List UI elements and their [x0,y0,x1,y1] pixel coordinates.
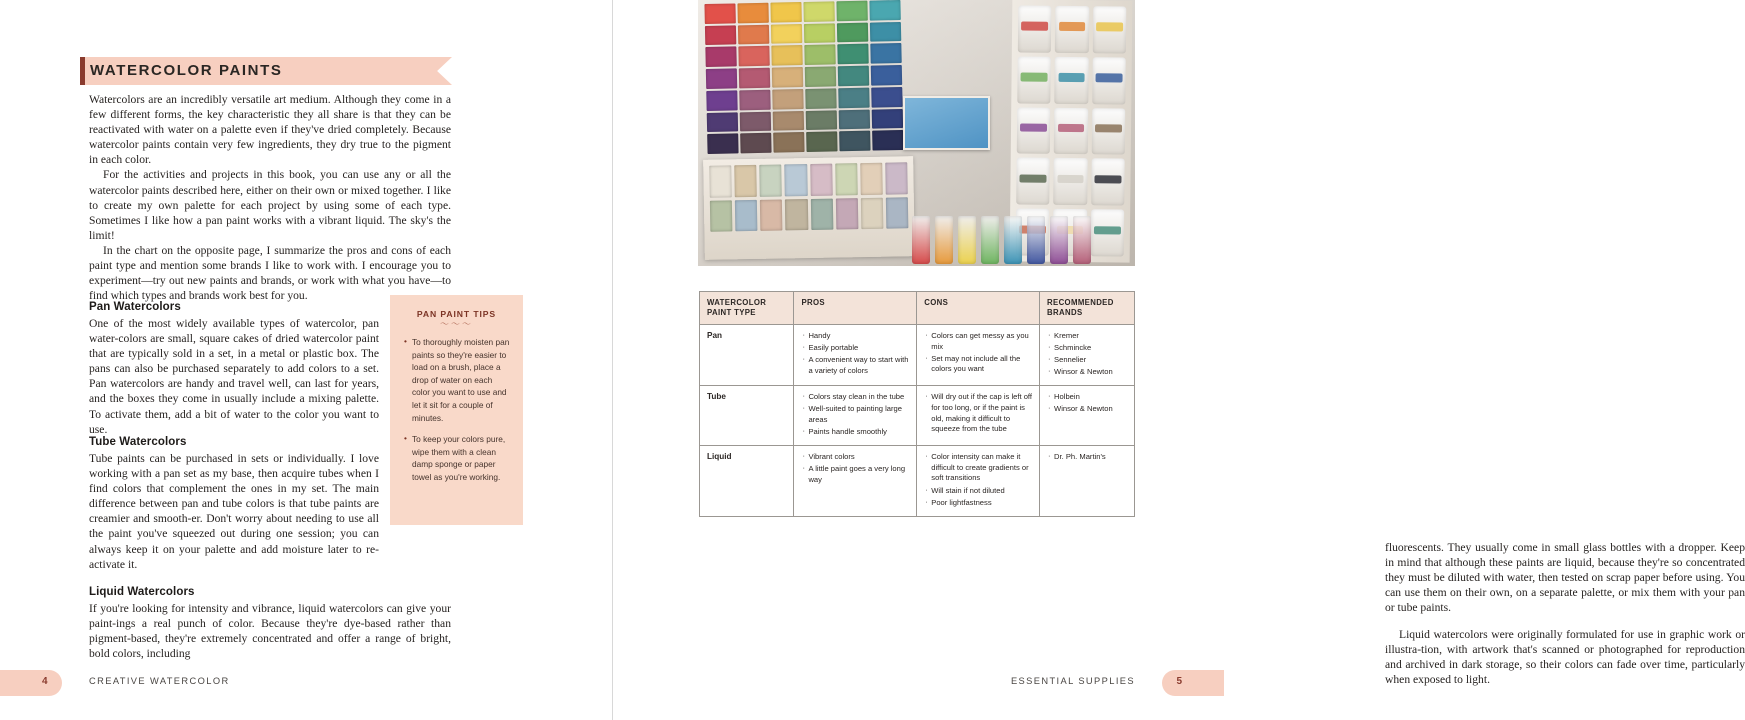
brand-item: · Winsor & Newton [1047,404,1128,415]
brand-item: · Winsor & Newton [1047,367,1128,378]
page-number-right: 5 [1176,676,1182,687]
table-row [700,325,1135,386]
section-body-tube: Tube paints can be purchased in sets or individually. I love working with a pan set as my base, then acquire tubes when I find colors that complement the ones in my set. The main difference between pan and tube colors is that tube paints are creamier and smooth-er. Don't worry about needing to use all the paint you've squeezed out during one session; you can always keep it on your palette and add moisture later to re-activate it. [89,452,379,571]
watercolor-supplies-photo [698,0,1135,266]
folio-tab-shape [0,670,62,696]
cons-item: · Colors can get messy as you mix [924,331,1033,352]
right-paragraph-1: fluorescents. They usually come in small glass bottles with a dropper. Keep in mind that although these paints are liquid, because they're so concentrated they must be diluted with water, then tested on scrap paper before using. You can use them on their own, on a separate palette, or mix them with your pan or tube paints. [1385,540,1745,614]
cell-cons [917,386,1040,446]
section-heading-liquid: Liquid Watercolors [89,586,195,598]
cons-item: · Set may not include all the colors you want [924,354,1033,375]
cell-paint-type: Pan [700,325,794,386]
section-liquid-watercolors [89,573,451,661]
cell-cons [917,325,1040,386]
section-body-liquid: If you're looking for intensity and vibrance, liquid watercolors can give your paint-ings a real punch of color. Because they're dye-based rather than pigment-based, they're extremely concentrated and offer a range of bright, bold colors, including [89,602,451,661]
paint-comparison-table [699,291,1135,517]
pros-item: · Paints handle smoothly [801,427,910,438]
tips-list [404,336,511,484]
brands-list [1047,452,1128,463]
photo-blue-paint-pan [903,96,990,150]
intro-text-column [89,92,451,303]
intro-paragraph-1: Watercolors are an incredibly versatile art medium. Although they come in a few different forms, the key characteristic they all share is that they can be reactivated with water on a palette even if they've dried completely. Because watercolor paints contain very few ingredients, they dry true to the pigment in each color. [89,93,451,167]
column-header-cons: CONS [917,292,1040,325]
right-page [612,0,1745,720]
pros-item: · A little paint goes a very long way [801,464,910,485]
pros-item: · A convenient way to start with a variety of colors [801,355,910,376]
column-header-paint-type: WATERCOLOR PAINT TYPE [700,292,794,325]
photo-liquid-bottles [912,206,1092,264]
tips-box-title: PAN PAINT TIPS [416,309,497,319]
page-title: WATERCOLOR PAINTS [90,62,283,79]
brand-item: · Kremer [1047,331,1128,342]
section-heading-tube: Tube Watercolors [89,436,187,448]
cons-list [924,331,1033,375]
section-tube-watercolors [89,423,379,572]
section-heading-pan: Pan Watercolors [89,301,181,313]
cell-cons [917,446,1040,516]
brand-item: · Schmincke [1047,343,1128,354]
cell-pros [794,386,917,446]
tips-box-squiggle-divider: 〜〜〜 [439,319,473,329]
pros-item: · Vibrant colors [801,452,910,463]
intro-paragraph-3: In the chart on the opposite page, I summarize the pros and cons of each paint type and mention some brands I like to work with. I encourage you to experiment—try out new paints and brands, or work with what you have—to find which types and brands work best for you. [89,243,451,303]
cell-brands [1040,325,1135,386]
left-page-footer [0,670,612,698]
table-header-row [700,292,1135,325]
pros-list [801,392,910,437]
pros-list [801,452,910,485]
page-number-left: 4 [42,676,48,687]
photo-mixing-wells [709,162,908,231]
pros-item: · Easily portable [801,343,910,354]
cons-list [924,452,1033,508]
table-header [700,292,1135,325]
right-text-column [1385,528,1745,699]
brand-item: · Sennelier [1047,355,1128,366]
pan-paint-tips-box [390,295,523,525]
cons-item: · Will stain if not diluted [924,486,1033,497]
photo-mixing-palette [703,156,915,260]
tips-list-item: • To thoroughly moisten pan paints so they're easier to load on a brush, place a drop of water on each color you want to use and let it sit for a couple of minutes. [404,336,511,424]
cell-paint-type: Tube [700,386,794,446]
right-paragraph-2: Liquid watercolors were originally formulated for use in graphic work or illustra-tion, with artwork that's scanned or photographed for reproduction and archived in dark storage, so their colors can fade over time, particularly when exposed to light. [1385,627,1745,686]
brands-list [1047,392,1128,415]
cons-list [924,392,1033,434]
section-pan-watercolors [89,288,379,437]
table-row [700,386,1135,446]
cell-brands [1040,386,1135,446]
running-head-right: ESSENTIAL SUPPLIES [1010,676,1135,686]
brand-item: · Holbein [1047,392,1128,403]
left-page [0,0,612,720]
table-row [700,446,1135,516]
cell-pros [794,325,917,386]
column-header-pros: PROS [794,292,917,325]
cons-item: · Will dry out if the cap is left off for too long, or if the paint is old, making it difficult to squeeze from the tube [924,392,1033,434]
page-title-banner [80,57,452,85]
running-head-left: CREATIVE WATERCOLOR [89,676,230,686]
folio-tab-shape [1162,670,1224,696]
cons-item: · Poor lightfastness [924,498,1033,509]
pros-item: · Well-suited to painting large areas [801,404,910,425]
intro-paragraph-2: For the activities and projects in this book, you can use any or all the watercolor paints described here, either on their own or mixed together. I like to create my own palette for each project by using some of each type. Sometimes I like how a pan paint works with a vibrant liquid. The sky's the limit! [89,168,451,242]
column-header-brands: RECOMMENDED BRANDS [1040,292,1135,325]
photo-pan-palette-grid [704,0,903,154]
right-page-footer [612,670,1224,698]
pros-list [801,331,910,376]
cell-pros [794,446,917,516]
pros-item: · Handy [801,331,910,342]
brands-list [1047,331,1128,378]
cons-item: · Color intensity can make it difficult to create gradients or soft transitions [924,452,1033,484]
tips-list-item: • To keep your colors pure, wipe them with a clean damp sponge or paper towel as you're working. [404,433,511,483]
banner-accent-bar [80,57,85,85]
table-body [700,325,1135,517]
section-body-pan: One of the most widely available types of watercolor, pan water-colors are small, square cakes of dried watercolor paint that are typically sold in a set, in a metal or plastic box. The pans can also be purchased separately to add colors to a set. Pan watercolors are handy and travel well, can last for years, and the boxes they come in usually include a mixing palette. To activate them, add a bit of water to the color you want to use. [89,317,379,436]
pros-item: · Colors stay clean in the tube [801,392,910,403]
brand-item: · Dr. Ph. Martin's [1047,452,1128,463]
cell-paint-type: Liquid [700,446,794,516]
cell-brands [1040,446,1135,516]
